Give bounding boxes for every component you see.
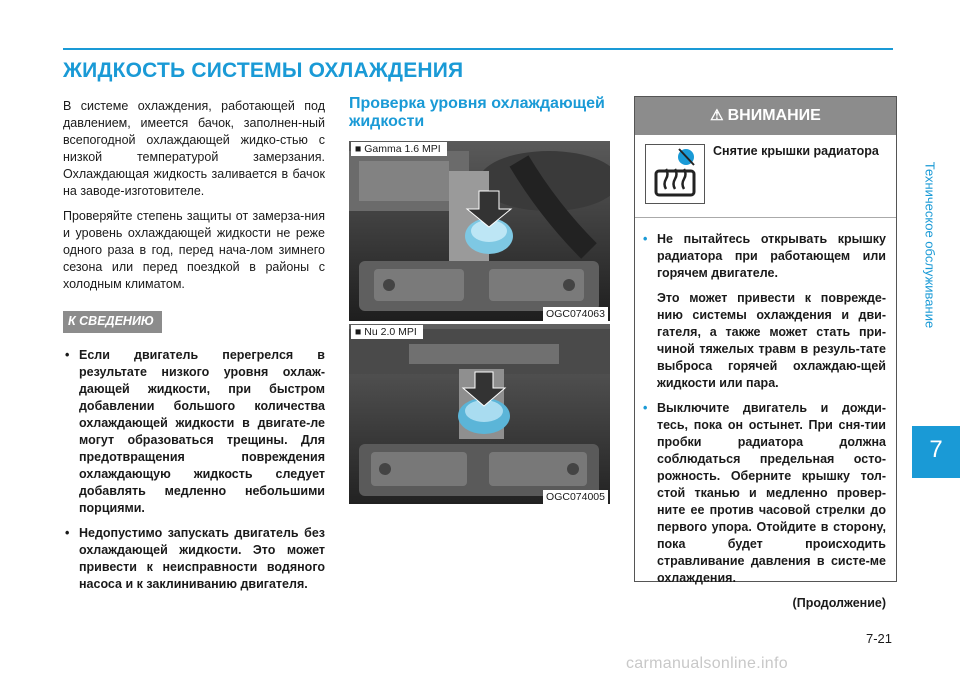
- warning-item-text: Выключите двигатель и дожди-тесь, пока он остынет. При сня-тии пробки радиатора должна соблюдаться предельная осто-рожность. Оберните крышку тол-стой тканью и медленно провер-ните ее против часовой стрелки до первого упора. Отойдите в сторону, пока будет происходить стравливание давления в систе-ме охлаждения.: [657, 401, 886, 585]
- photo-label: ■ Nu 2.0 MPI: [351, 325, 423, 339]
- warning-header: [635, 97, 896, 135]
- photo-label: ■ Gamma 1.6 MPI: [351, 142, 447, 156]
- warning-subtitle: Снятие крышки радиатора: [713, 144, 879, 158]
- warning-item: [643, 400, 886, 587]
- intro-paragraph-2: Проверяйте степень защиты от замерза-ния и уровень охлаждающей жидкости не реже одного раза в год, перед нача-лом зимнего сезона или перед поездкой в районы с холодным климатом.: [63, 209, 325, 291]
- info-item: • Если двигатель перегрелся в результате низкого уровня охлаж-дающей жидкости, при быстром добавлении большого количества охлаждающей жидкости в двигате-ле могут образоваться трещины. Для предотвращения повреждения охлаждающую жидкость следует добавлять медленно небольшими порциями.: [63, 347, 325, 517]
- side-tab-label: [910, 70, 950, 420]
- engine-illustration: [349, 324, 610, 504]
- info-list: [63, 347, 325, 593]
- warning-triangle-icon: ⚠: [710, 107, 724, 124]
- side-tab-text: Техническое обслуживание: [922, 161, 938, 329]
- continued-note: (Продолжение): [792, 596, 886, 610]
- hot-radiator-icon: [645, 144, 705, 204]
- info-item: • Недопустимо запускать двигатель без охлаждающей жидкости. Это может привести к неисправности водяного насоса и к заклиниванию двигателя.: [63, 525, 325, 593]
- chapter-tab[interactable]: [912, 426, 960, 478]
- warning-item-text: Не пытайтесь открывать крышку радиатора при работающем или горячем двигателе.: [657, 232, 886, 280]
- page-number: 7-21: [866, 631, 893, 646]
- info-badge: К СВЕДЕНИЮ: [63, 311, 162, 333]
- warning-header-text: ВНИМАНИЕ: [727, 107, 821, 124]
- intro-paragraph-1: В системе охлаждения, работающей под давлением, имеется бачок, заполнен-ный всепогодной охлаждающей жидко-стью с низкой температурой замерзания. Охлаждающая жидкость заливается в бачок на заводе-изготовителе.: [63, 99, 325, 198]
- intro-column: [63, 98, 325, 601]
- watermark: carmanualsonline.info: [626, 655, 788, 672]
- photo-code: OGC074005: [543, 490, 608, 504]
- warning-box: [634, 96, 897, 610]
- warning-divider: [635, 217, 896, 218]
- warning-item-extra: Это может привести к поврежде-нию системы охлаждения и дви-гателя, а также может стать при-чиной тяжелых травм в резуль-тате выброса горячей охлаждаю-щей жидкости или пара.: [657, 291, 886, 390]
- engine-illustration: [349, 141, 610, 321]
- photo-code: OGC074063: [543, 307, 608, 321]
- engine-photo-nu: [349, 324, 610, 504]
- bullet-dot-icon: •: [643, 401, 648, 415]
- header-rule: [63, 48, 893, 50]
- warning-body: [643, 231, 886, 620]
- engine-photo-gamma: [349, 141, 610, 321]
- warning-item: [643, 231, 886, 282]
- section-title: Проверка уровня охлаждающей жидкости: [349, 95, 605, 130]
- chapter-number: 7: [929, 436, 943, 463]
- page-title: ЖИДКОСТЬ СИСТЕМЫ ОХЛАЖДЕНИЯ: [63, 59, 464, 82]
- bullet-dot-icon: •: [643, 232, 648, 246]
